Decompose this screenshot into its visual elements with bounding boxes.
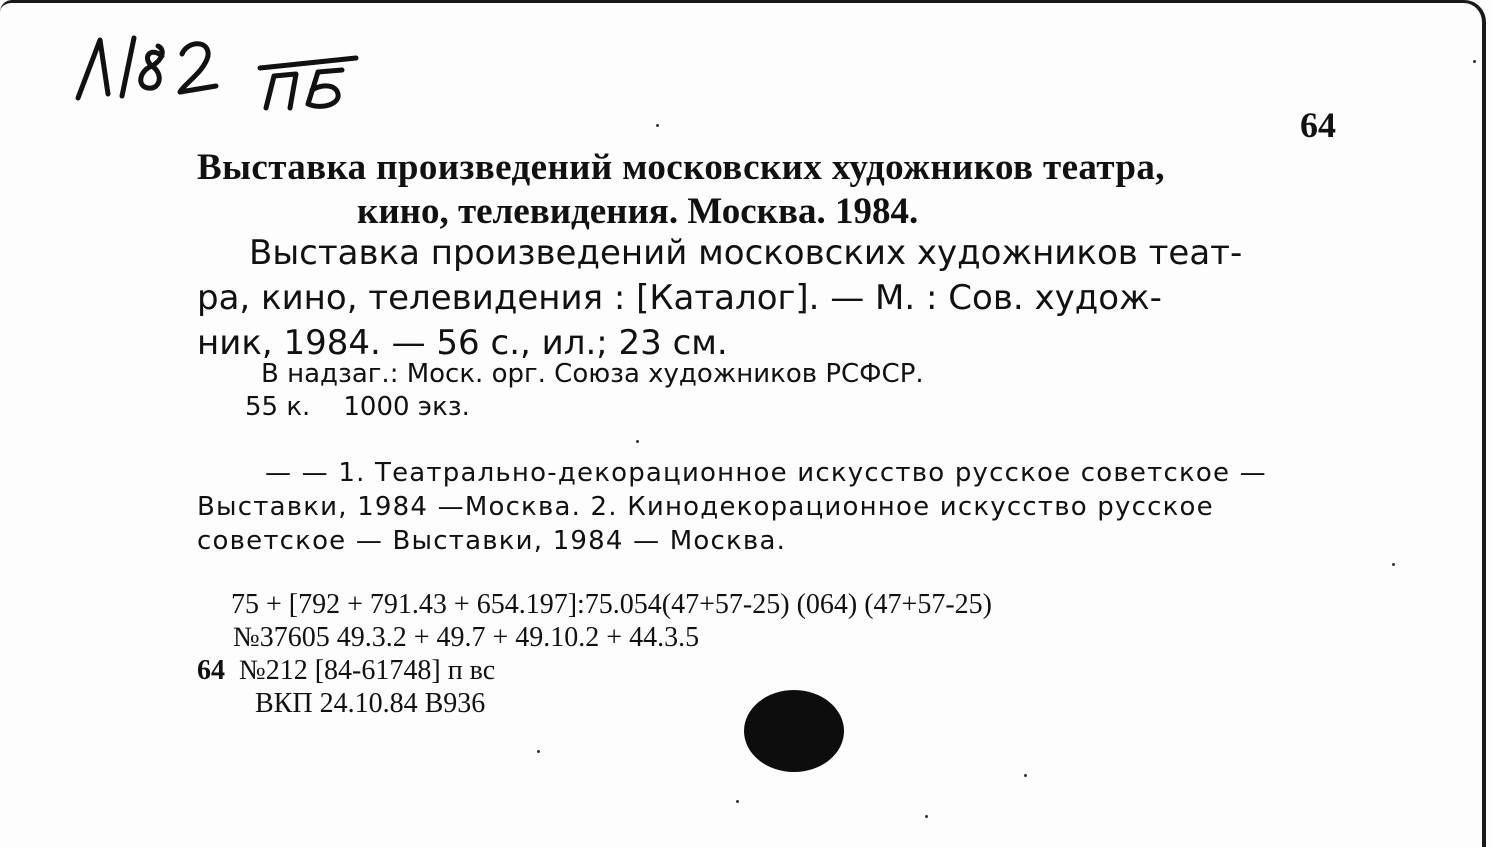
scan-speck xyxy=(1024,774,1027,777)
handwritten-shelfmark xyxy=(70,18,370,113)
classification-block xyxy=(197,588,992,720)
subject-headings xyxy=(197,456,1377,558)
note-line: В надзаг.: Моск. орг. Союза художников РСФСР. xyxy=(261,359,924,389)
scan-speck xyxy=(925,815,928,818)
classification-line: ВКП 24.10.84 В936 xyxy=(255,688,486,719)
heading-line: Выставка произведений московских художников театра, xyxy=(197,147,1165,188)
subject-line: — — 1. Театрально-декорационное искусство русское советское — xyxy=(265,458,1267,488)
heading-line: кино, телевидения. Москва. 1984. xyxy=(357,191,919,232)
scan-speck xyxy=(1473,60,1476,63)
subject-line: Выставки, 1984 —Москва. 2. Кинодекорационное искусство русское xyxy=(197,492,1214,522)
punch-hole-mark xyxy=(744,690,844,772)
scan-speck xyxy=(636,440,639,443)
classification-card-number: 64 xyxy=(197,655,225,686)
entry-line: ник, 1984. — 56 с., ил.; 23 см. xyxy=(197,323,728,363)
note-line: 55 к. 1000 экз. xyxy=(245,392,470,422)
scan-speck xyxy=(736,800,739,803)
handwritten-shelfmark-drawing xyxy=(70,18,370,113)
classification-line xyxy=(197,654,992,687)
scan-speck xyxy=(537,750,540,753)
scan-speck xyxy=(656,124,659,127)
entry-line: Выставка произведений московских художников теат- xyxy=(249,233,1243,273)
classification-line: №37605 49.3.2 + 49.7 + 49.10.2 + 44.3.5 xyxy=(233,622,700,653)
card-number: 64 xyxy=(1300,105,1336,145)
scan-speck xyxy=(1392,563,1395,566)
classification-record-number: №212 [84-61748] п вс xyxy=(239,655,496,686)
classification-line: 75 + [792 + 791.43 + 654.197]:75.054(47+57-25) (064) (47+57-25) xyxy=(231,589,992,620)
subject-line: советское — Выставки, 1984 — Москва. xyxy=(197,526,787,556)
notes-block xyxy=(245,358,924,424)
bibliographic-entry xyxy=(197,231,1377,366)
entry-line: ра, кино, телевидения : [Каталог]. — М. : Сов. худож- xyxy=(197,278,1162,318)
